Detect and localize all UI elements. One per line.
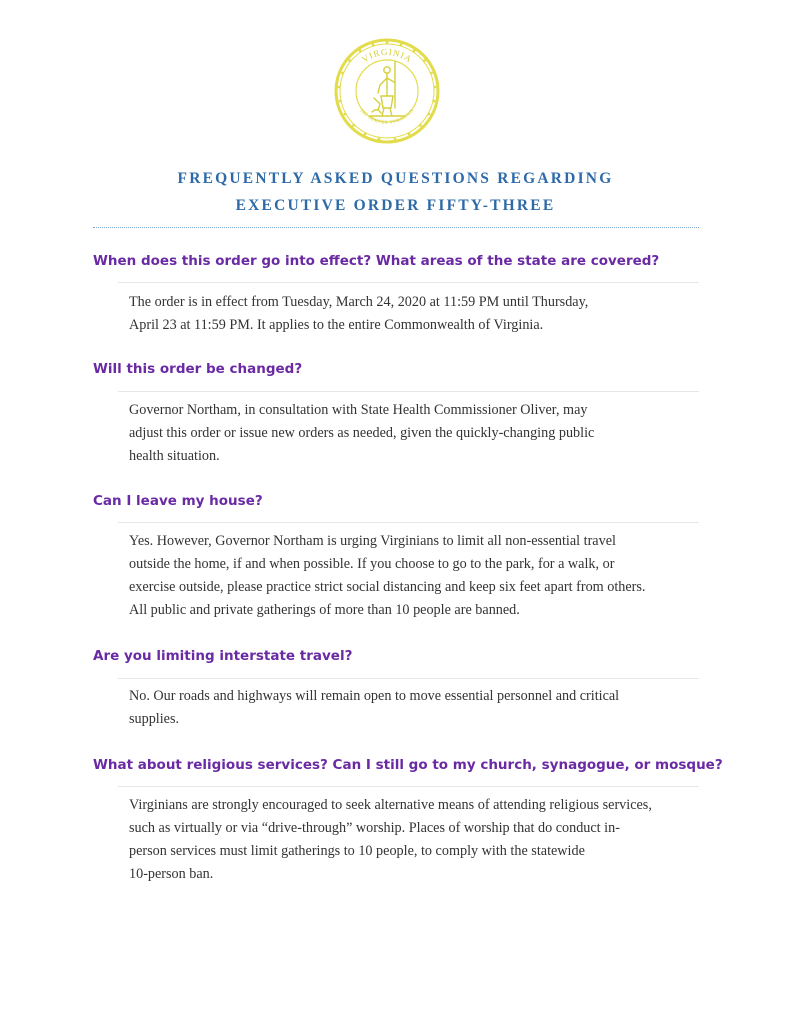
seal-bottom-text: SIC SEMPER TYRANNIS [358,108,416,126]
faq-question-5: What about religious services? Can I still go to my church, synagogue, or mosque? [93,757,723,773]
answer-line: health situation. [129,448,220,464]
title-divider [93,227,699,228]
virginia-seal-icon [334,38,440,144]
title-line-1: FREQUENTLY ASKED QUESTIONS REGARDING [177,170,614,187]
answer-line: outside the home, if and when possible. If you choose to go to the park, for a walk, or [129,556,615,572]
faq-divider-3 [118,522,699,523]
seal-top-text: VIRGINIA [359,46,415,65]
answer-line: April 23 at 11:59 PM. It applies to the entire Commonwealth of Virginia. [129,317,544,333]
faq-divider-4 [118,678,699,679]
faq-answer-5 [129,794,699,886]
faq-answer-1 [129,291,699,337]
faq-question-2: Will this order be changed? [93,361,303,377]
answer-line: Virginians are strongly encouraged to seek alternative means of attending religious services, [129,797,652,813]
faq-question-3: Can I leave my house? [93,493,263,509]
answer-line: adjust this order or issue new orders as needed, given the quickly-changing public [129,425,595,441]
faq-divider-2 [118,391,699,392]
answer-line: Yes. However, Governor Northam is urging Virginians to limit all non-essential travel [129,533,616,549]
answer-line: such as virtually or via “drive-through” worship. Places of worship that do conduct in- [129,820,620,836]
faq-divider-5 [118,786,699,787]
answer-line: No. Our roads and highways will remain open to move essential personnel and critical [129,688,620,704]
faq-divider-1 [118,282,699,283]
answer-line: 10-person ban. [129,866,214,882]
faq-answer-4 [129,685,699,731]
title-line-2: EXECUTIVE ORDER FIFTY-THREE [235,197,556,214]
answer-line: supplies. [129,711,180,727]
answer-line: All public and private gatherings of more than 10 people are banned. [129,602,520,618]
faq-answer-2 [129,399,699,468]
answer-line: The order is in effect from Tuesday, March 24, 2020 at 11:59 PM until Thursday, [129,294,589,310]
svg-text:VIRGINIA [360,47,414,65]
answer-line: Governor Northam, in consultation with State Health Commissioner Oliver, may [129,402,588,418]
faq-answer-3 [129,530,699,622]
answer-line: person services must limit gatherings to 10 people, to comply with the statewide [129,843,585,859]
answer-line: exercise outside, please practice strict social distancing and keep six feet apart from others. [129,579,646,595]
faq-question-1: When does this order go into effect? What areas of the state are covered? [93,253,660,269]
faq-question-4: Are you limiting interstate travel? [93,648,353,664]
svg-text:SIC SEMPER TYRANNIS [358,108,416,126]
